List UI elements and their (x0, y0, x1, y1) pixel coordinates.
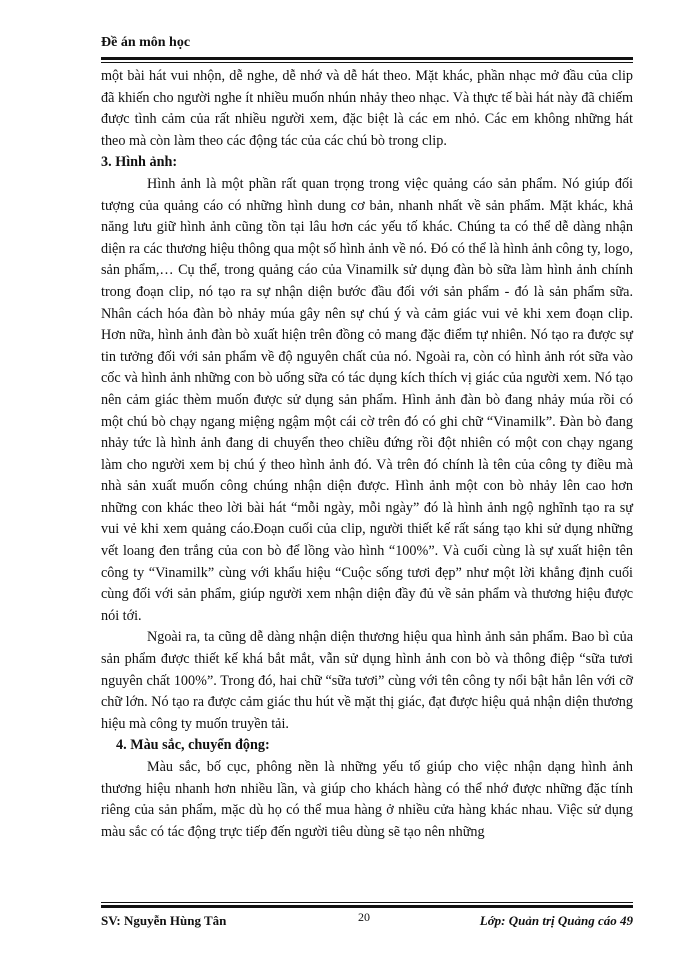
paragraph-intro: một bài hát vui nhộn, dễ nghe, dễ nhớ và dễ hát theo. Mặt khác, phần nhạc mở đầu của clip đã khiến cho người nghe ít nhiều muốn nhún nhảy theo nhạc. Và thực tế bài hát này đã chiếm được tình cảm của rất nhiều người xem, đặc biệt là các em nhỏ. Các em không những hát theo mà còn làm theo các động tác của các chú bò trong clip. (101, 68, 633, 149)
paragraph-image-2: Ngoài ra, ta cũng dễ dàng nhận diện thương hiệu qua hình ảnh sản phẩm. Bao bì của sản phẩm được thiết kế khá bắt mắt, vẫn sử dụng hình ảnh con bò và thông điệp “sữa tươi nguyên chất 100%”. Trong đó, hai chữ “sữa tươi” cùng với tên công ty nổi bật hẳn lên với cỡ chữ lớn. Nó tạo ra được cảm giác thu hút về mặt thị giác, đạt được hiệu quả nhận diện thương hiệu mà công ty muốn truyền tải. (101, 629, 633, 732)
page-header (101, 34, 633, 63)
section-heading-3: 3. Hình ảnh: (101, 154, 178, 171)
footer-class: Lớp: Quản trị Quảng cáo 49 (479, 913, 633, 928)
section-heading-4: 4. Màu sắc, chuyển động: (116, 737, 270, 754)
paragraph-color: Màu sắc, bố cục, phông nền là những yếu tố giúp cho việc nhận dạng hình ảnh thương hiệu nhanh hơn nhiều lần, và giúp cho khách hàng có thể nhớ được những đặc tính riêng của sản phẩm, mặc dù họ có thể mua hàng ở nhiều cửa hàng khác nhau. Việc sử dụng màu sắc có tác động trực tiếp đến người tiêu dùng sẽ tạo nên những (101, 759, 633, 840)
page-body (101, 66, 633, 843)
paragraph-image-1: Hình ảnh là một phần rất quan trọng trong việc quảng cáo sản phẩm. Nó giúp đối tượng của quảng cáo có những hình dung cơ bản, nhanh nhất về sản phẩm. Mặt khác, khả năng lưu giữ hình ảnh cũng tồn tại lâu hơn các yếu tố khác. Chúng ta có thể dễ dàng nhận diện ra các thương hiệu thông qua một số hình ảnh về nó. Đó có thể là hình ảnh công ty, logo, sản phẩm,… Cụ thể, trong quảng cáo của Vinamilk sử dụng đàn bò sữa làm hình ảnh chính trong đoạn clip, nó tạo ra sự nhận diện bước đầu đối với sản phẩm - đó là sản phẩm sữa. Nhân cách hóa đàn bò nhảy múa gây nên sự chú ý và cảm giác vui vẻ khi xem đoạn clip. Hơn nữa, hình ảnh đàn bò xuất hiện trên đồng cỏ mang đặc điểm tự nhiên. Nó tạo ra được sự tin tưởng đối với sản phẩm về độ nguyên chất của nó. Ngoài ra, còn có hình ảnh rót sữa vào cốc và hình ảnh những con bò uống sữa có tác dụng kích thích vị giác của người xem. Nó tạo nên cảm giác thèm muốn được sử dụng sản phẩm. Hình ảnh đàn bò đang nhảy múa rồi có một chú bò chạy ngang miệng ngậm một cái cờ trên đó có ghi chữ “Vinamilk”. Đàn bò đang nhảy tức là hình ảnh đang di chuyển theo chiều đứng rồi đột nhiên có một con chạy ngang làm cho người xem bị chú ý theo hình ảnh đó. Và trên đó chính là tên của công ty điều mà nhà sản xuất muốn công chúng nhận diện được. Hình ảnh một con bò nhảy lên cao hơn những con khác theo lời bài hát “mỗi ngày, mỗi ngày” đó là hình ảnh ngộ nghĩnh tạo ra sự vui vẻ khi xem quảng cáo.Đoạn cuối của clip, người thiết kế rất sáng tạo khi sử dụng những vết loang đen trắng của con bò để lồng vào hình “100%”. Và cuối cùng là sự xuất hiện tên công ty “Vinamilk” cùng với khẩu hiệu “Cuộc sống tươi đẹp” như một lời khẳng định cuối cùng đối với sản phẩm, giúp người xem nhận diện đầy đủ về sản phẩm và thương hiệu được nói tới. (101, 175, 634, 624)
header-rule-thin (101, 62, 633, 63)
footer-student: SV: Nguyễn Hùng Tân (101, 913, 227, 928)
header-rule-thick (101, 57, 633, 60)
header-title: Đề án môn học (101, 35, 191, 50)
footer-rule-thin (101, 902, 633, 903)
footer-page-number: 20 (358, 910, 370, 924)
page-footer (101, 902, 633, 930)
